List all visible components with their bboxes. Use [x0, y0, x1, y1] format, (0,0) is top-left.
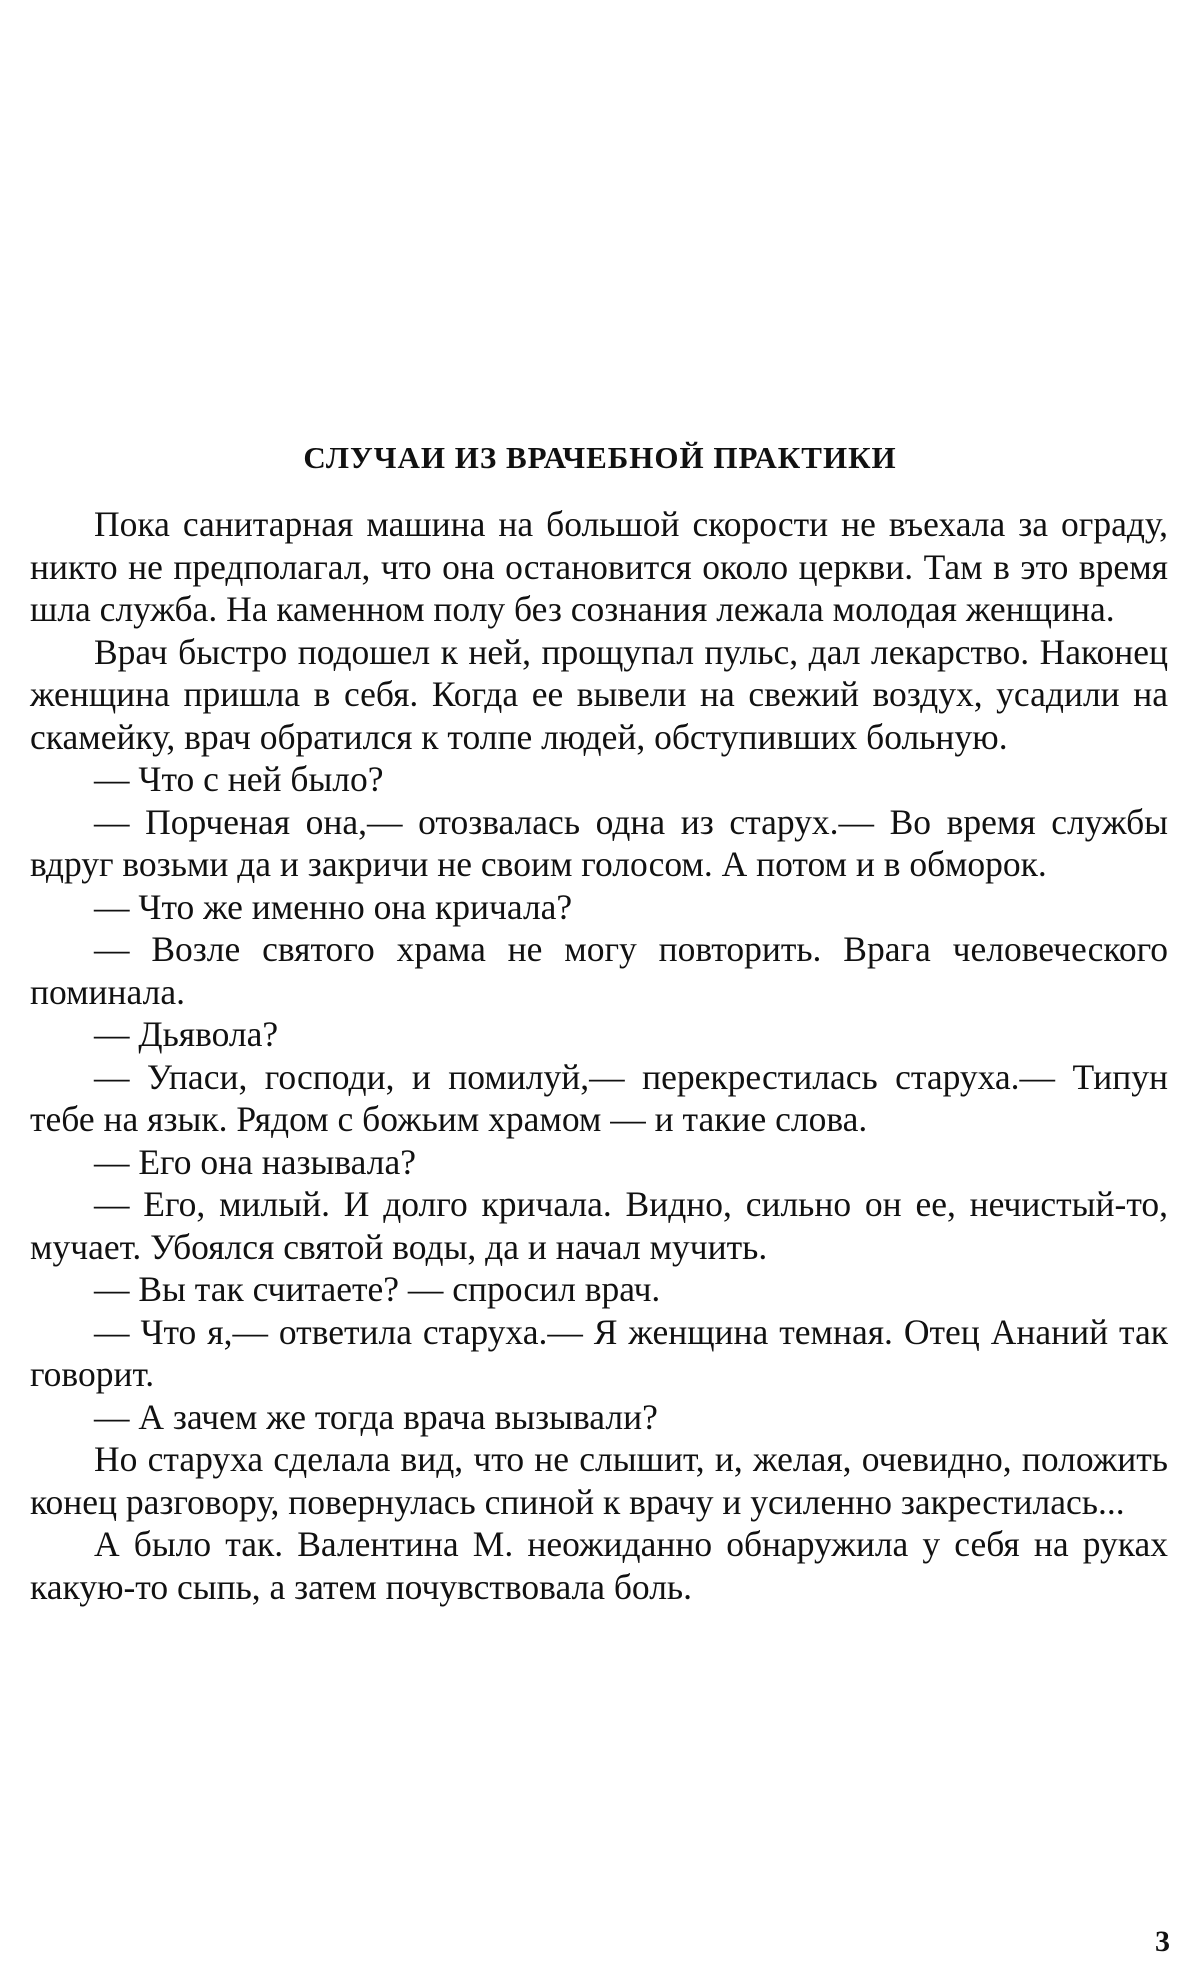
dialogue-line: — Дьявола?	[94, 1014, 279, 1054]
dialogue-line: — Порченая она,— отозвалась одна из старух.— Во время службы вдруг возьми да и закричи не своим голосом. А потом и в обморок.	[30, 801, 1168, 884]
dialogue-line: — А зачем же тогда врача вызывали?	[94, 1396, 658, 1437]
paragraph: Врач быстро подошел к ней, прощупал пульс, дал лекарство. Наконец женщина пришла в себя. Когда ее вывели на свежий воздух, усадили на скамейку, врач обратился к толпе людей, обступивших больную.	[30, 631, 1168, 757]
paragraph: Пока санитарная машина на большой скорости не въехала за ограду, никто не предполагал, что она остановится около церкви. Там в это время шла служба. На каменном полу без сознания лежала молодая женщина.	[30, 504, 1168, 629]
dialogue-line: — Что с ней было?	[94, 759, 384, 799]
dialogue-line: — Возле святого храма не могу повторить. Врага человеческого поминала.	[30, 929, 1168, 1012]
paragraph: А было так. Валентина М. неожиданно обнаружила у себя на руках какую-то сыпь, а затем почувствовала боль.	[30, 1524, 1168, 1607]
body-text	[30, 503, 1168, 1608]
paragraph: Но старуха сделала вид, что не слышит, и, желая, очевидно, положить конец разговору, повернулась спиной к врачу и усиленно закрестилась...	[30, 1439, 1168, 1522]
dialogue-line: — Вы так считаете? — спросил врач.	[94, 1269, 661, 1309]
chapter-title: СЛУЧАИ ИЗ ВРАЧЕБНОЙ ПРАКТИКИ	[303, 440, 897, 475]
dialogue-line: — Упаси, господи, и помилуй,— перекрестилась старуха.— Типун тебе на язык. Рядом с божьим храмом — и такие слова.	[30, 1056, 1168, 1139]
dialogue-line: — Его она называла?	[94, 1141, 416, 1182]
dialogue-line: — Что я,— ответила старуха.— Я женщина темная. Отец Ананий так говорит.	[30, 1311, 1168, 1394]
dialogue-line: — Что же именно она кричала?	[94, 886, 573, 927]
page-number: 3	[1155, 1925, 1170, 1958]
dialogue-line: — Его, милый. И долго кричала. Видно, сильно он ее, нечистый-то, мучает. Убоялся святой воды, да и начал мучить.	[30, 1184, 1168, 1267]
